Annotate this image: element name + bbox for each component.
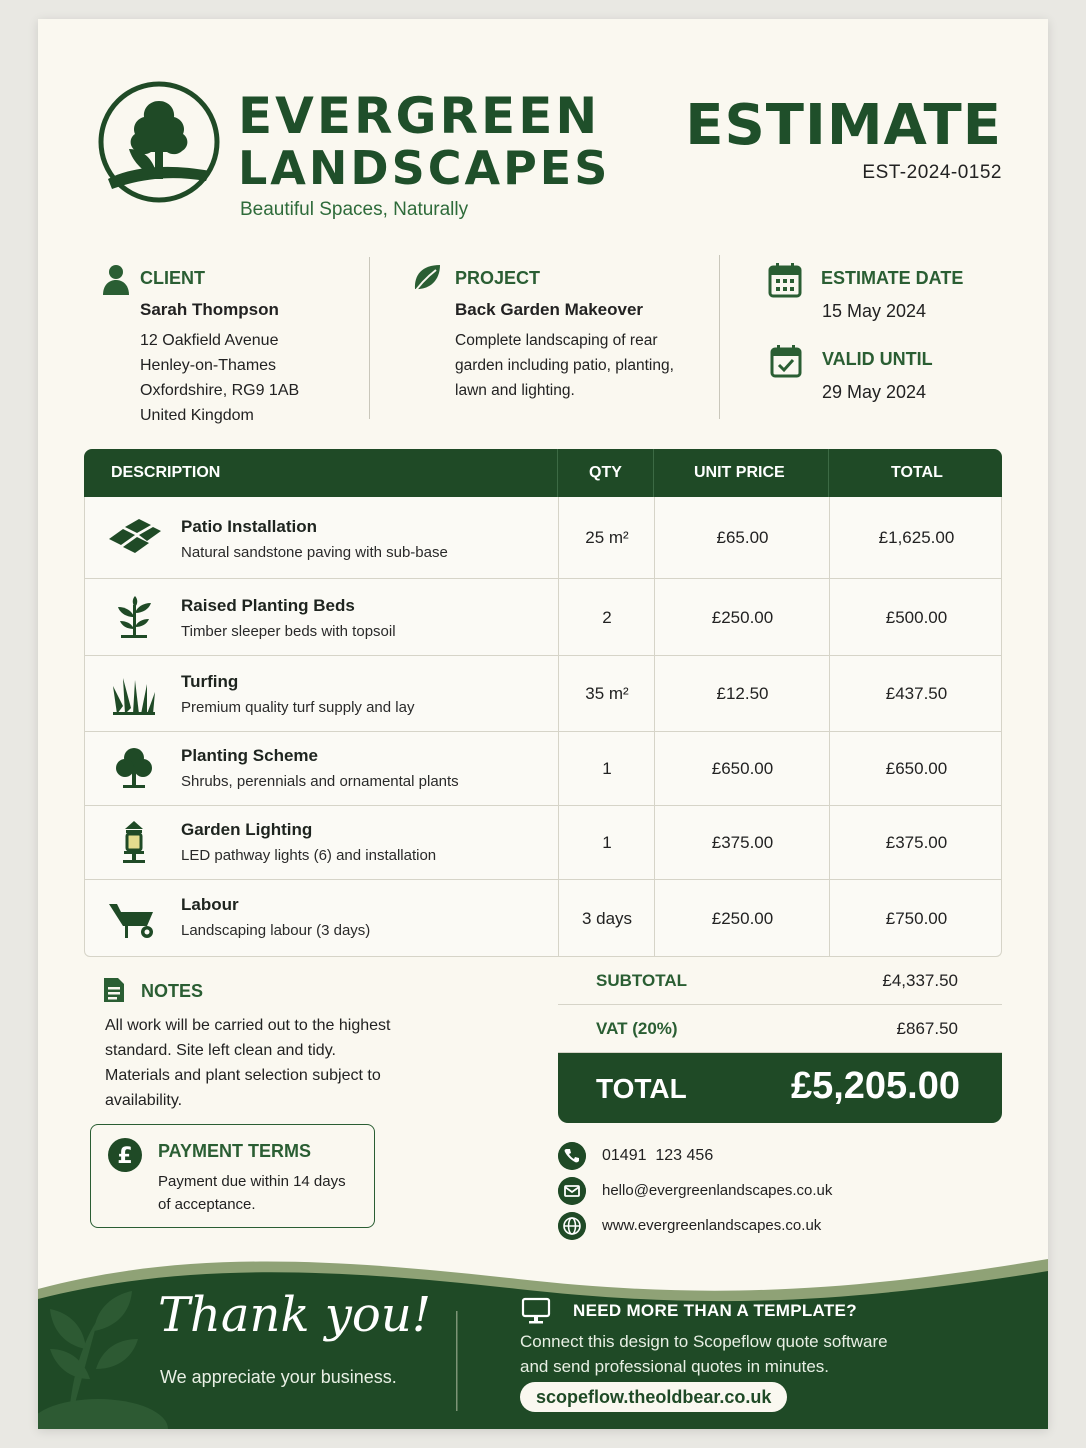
item-total: £375.00 <box>885 833 948 852</box>
vat-label: VAT (20%) <box>596 1019 678 1038</box>
item-qty: 25 m² <box>585 528 629 547</box>
svg-text:£: £ <box>117 1144 133 1169</box>
item-qty: 3 days <box>581 909 633 928</box>
client-address-line: Henley-on-Thames <box>140 357 277 374</box>
item-description: Timber sleeper beds with topsoil <box>181 623 396 640</box>
pound-icon <box>107 1137 143 1173</box>
project-description-line: Complete landscaping of rear <box>455 332 658 349</box>
item-name: Turfing <box>181 672 239 691</box>
table-row <box>84 880 1002 957</box>
person-icon <box>102 263 130 295</box>
estimate-date-label: ESTIMATE DATE <box>821 268 964 288</box>
estimate-date-value: 15 May 2024 <box>822 301 927 321</box>
table-header <box>84 449 1002 497</box>
item-name: Raised Planting Beds <box>181 596 355 615</box>
grass-icon <box>107 672 161 716</box>
info-divider <box>719 255 720 419</box>
item-description: Natural sandstone paving with sub-base <box>181 544 448 561</box>
item-unit-price: £375.00 <box>711 833 774 852</box>
project-description-line: garden including patio, planting, <box>455 357 674 374</box>
header-description: DESCRIPTION <box>111 464 221 481</box>
client-name: Sarah Thompson <box>140 300 279 319</box>
subtotal-label: SUBTOTAL <box>596 971 687 990</box>
header-qty: QTY <box>589 464 622 481</box>
email-icon <box>558 1177 586 1205</box>
promo-title: NEED MORE THAN A TEMPLATE? <box>573 1301 857 1320</box>
email-text: hello@evergreenlandscapes.co.uk <box>602 1182 833 1199</box>
info-divider <box>369 257 370 419</box>
item-unit-price: £12.50 <box>716 684 769 703</box>
table-row <box>84 579 1002 656</box>
item-name: Patio Installation <box>181 517 318 536</box>
item-description: Shrubs, perennials and ornamental plants <box>181 773 459 790</box>
notes-line: All work will be carried out to the highest <box>105 1017 391 1034</box>
calendar-icon <box>768 262 802 298</box>
item-total: £650.00 <box>885 759 948 778</box>
promo-line: and send professional quotes in minutes. <box>520 1357 830 1376</box>
line-items-table <box>84 449 1002 957</box>
tree-logo-icon <box>96 79 222 205</box>
promo-link[interactable]: scopeflow.theoldbear.co.uk <box>520 1382 787 1412</box>
totals-box <box>558 957 1002 1123</box>
table-row <box>84 497 1002 579</box>
wheelbarrow-icon <box>107 898 161 942</box>
item-description: Premium quality turf supply and lay <box>181 699 415 716</box>
phone-icon <box>558 1142 586 1170</box>
estimate-sheet <box>38 19 1048 1429</box>
payment-terms-label: PAYMENT TERMS <box>158 1141 312 1161</box>
brand-name-line1: EVERGREEN <box>238 87 601 145</box>
project-description-line: lawn and lighting. <box>455 382 575 399</box>
client-address-line: United Kingdom <box>140 407 254 424</box>
item-qty: 1 <box>602 833 612 852</box>
monitor-icon <box>521 1297 551 1325</box>
document-title: ESTIMATE <box>685 93 1002 158</box>
tree-icon <box>107 746 161 790</box>
leaf-icon <box>410 263 442 297</box>
table-row <box>84 732 1002 806</box>
calendar-check-icon <box>770 344 802 378</box>
project-label: PROJECT <box>455 268 541 288</box>
item-description: LED pathway lights (6) and installation <box>181 847 437 864</box>
vat-value: £867.50 <box>896 1019 958 1038</box>
lantern-icon <box>107 820 161 864</box>
item-qty: 1 <box>602 759 612 778</box>
notes-line: Materials and plant selection subject to <box>105 1067 381 1084</box>
header-total: TOTAL <box>891 464 943 481</box>
seedling-icon <box>107 595 161 639</box>
notes-label: NOTES <box>141 981 204 1001</box>
thank-you-heading: Thank you! <box>158 1287 432 1343</box>
item-unit-price: £650.00 <box>711 759 774 778</box>
paving-icon <box>107 515 161 559</box>
grand-total-label: TOTAL <box>596 1073 687 1104</box>
item-qty: 35 m² <box>585 684 629 703</box>
payment-terms-line: of acceptance. <box>158 1196 256 1213</box>
subtotal-value: £4,337.50 <box>882 971 958 990</box>
header-unit-price: UNIT PRICE <box>694 464 785 481</box>
notes-line: standard. Site left clean and tidy. <box>105 1042 336 1059</box>
thank-you-subtext: We appreciate your business. <box>160 1367 397 1387</box>
project-name: Back Garden Makeover <box>455 300 644 319</box>
vat-row <box>558 1005 1002 1053</box>
item-name: Labour <box>181 895 239 914</box>
item-unit-price: £65.00 <box>716 528 769 547</box>
website-text: www.evergreenlandscapes.co.uk <box>602 1217 822 1234</box>
payment-terms-box <box>90 1124 375 1228</box>
item-name: Planting Scheme <box>181 746 318 765</box>
item-description: Landscaping labour (3 days) <box>181 922 371 939</box>
valid-until-label: VALID UNTIL <box>822 349 933 369</box>
subtotal-row <box>558 957 1002 1005</box>
promo-text <box>520 1329 940 1379</box>
document-icon <box>102 976 126 1004</box>
payment-terms-line: Payment due within 14 days <box>158 1173 346 1190</box>
valid-until-value: 29 May 2024 <box>822 382 927 402</box>
estimate-number: EST-2024-0152 <box>862 162 1002 183</box>
table-row <box>84 656 1002 732</box>
item-unit-price: £250.00 <box>711 608 774 627</box>
phone-text: 01491 123 456 <box>602 1147 714 1164</box>
item-unit-price: £250.00 <box>711 909 774 928</box>
item-total: £437.50 <box>885 684 948 703</box>
grand-total-value: £5,205.00 <box>790 1065 960 1107</box>
client-address-line: Oxfordshire, RG9 1AB <box>140 382 300 399</box>
brand-name-line2: LANDSCAPES <box>238 141 611 195</box>
item-name: Garden Lighting <box>181 820 313 839</box>
grand-total-bar <box>558 1053 1002 1123</box>
globe-icon <box>558 1212 586 1240</box>
item-total: £1,625.00 <box>878 528 955 547</box>
client-label: CLIENT <box>140 268 205 288</box>
item-qty: 2 <box>602 608 612 627</box>
item-total: £500.00 <box>885 608 948 627</box>
promo-line: Connect this design to Scopeflow quote software <box>520 1332 888 1351</box>
item-total: £750.00 <box>885 909 948 928</box>
table-row <box>84 806 1002 880</box>
notes-line: availability. <box>105 1092 183 1109</box>
client-address-line: 12 Oakfield Avenue <box>140 332 279 349</box>
brand-tagline: Beautiful Spaces, Naturally <box>240 199 469 220</box>
